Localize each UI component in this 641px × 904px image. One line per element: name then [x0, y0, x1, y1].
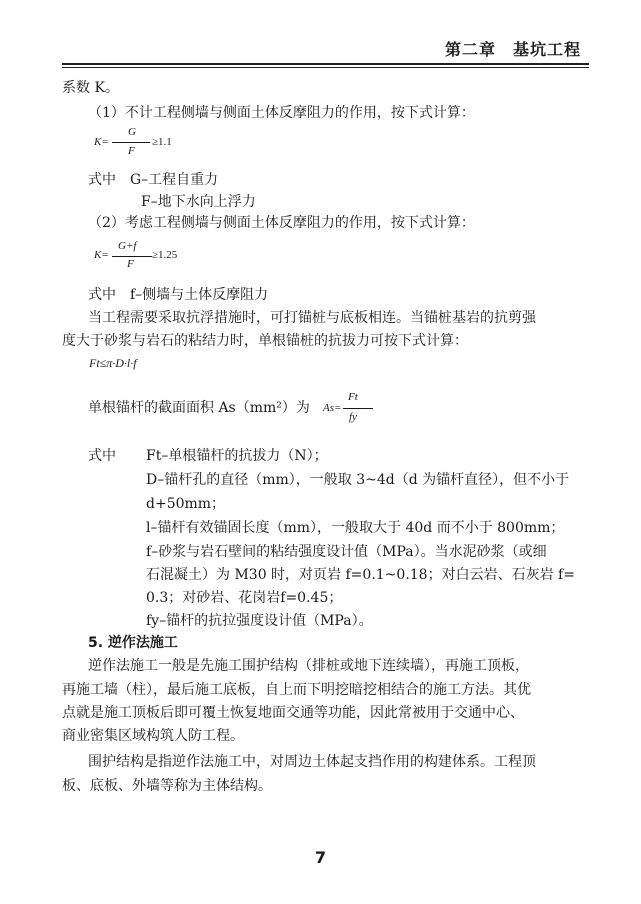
text-line-23: 围护结构是指逆作法施工中，对周边土体起支挡作用的构建体系。工程顶	[88, 754, 536, 770]
text-line-15: 石混凝土）为 M30 时，对页岩 f=0.1~0.18；对白云岩、石灰岩 f=	[146, 567, 575, 583]
formula-3: Ft≤π·D·l·f	[89, 356, 137, 370]
text-line-5: （2）考虑工程侧墙与侧面土体反摩阻力的作用，按下式计算：	[88, 215, 475, 231]
text-line-21: 点就是施工顶板后即可覆土恢复地面交通等功能，因此常被用于交通中心、	[62, 705, 524, 721]
page-number: 7	[314, 848, 327, 867]
text-line-4: F–地下水向上浮力	[141, 194, 256, 210]
formula-4-denominator: fy	[349, 411, 357, 423]
text-line-10: Ft–单根锚杆的抗拔力（N）；	[146, 448, 328, 464]
text-line-11: D–锚杆孔的直径（mm），一般取 3~4d（d 为锚杆直径），但不小于	[146, 472, 570, 488]
header-rule	[62, 63, 589, 65]
formula-1-denominator: F	[128, 145, 135, 157]
section-heading: 5. 逆作法施工	[88, 635, 178, 651]
formula-2-lhs: K=	[94, 249, 109, 261]
formula-2-denominator: F	[127, 258, 134, 270]
text-line-12: d+50mm；	[146, 496, 226, 512]
text-line-17: fy–锚杆的抗拉强度设计值（MPa）。	[146, 613, 373, 629]
text-line-13: l–锚杆有效锚固长度（mm），一般取大于 40d 而不小于 800mm；	[146, 520, 565, 536]
text-line-8: 度大于砂浆与岩石的粘结力时，单根锚桩的抗拔力可按下式计算：	[62, 333, 468, 349]
text-line-9: 单根锚杆的截面面积 As（mm²）为	[88, 400, 310, 416]
formula-1-lhs: K=	[94, 136, 109, 148]
text-line-19: 逆作法施工一般是先施工围护结构（排桩或地下连续墙），再施工顶板，	[88, 658, 529, 674]
text-line-24: 板、底板、外墙等称为主体结构。	[62, 778, 272, 794]
formula-2-rhs: ≥1.25	[152, 249, 178, 261]
text-line-1: 系数 K。	[62, 80, 119, 96]
text-line-2: （1）不计工程侧墙与侧面土体反摩阻力的作用，按下式计算：	[88, 105, 475, 121]
header-rule-thin	[62, 67, 589, 68]
formula-4-fraction-bar	[343, 408, 373, 409]
text-line-6: 式中 f–侧墙与土体反摩阻力	[88, 287, 269, 303]
formula-1-fraction-bar	[112, 142, 150, 143]
text-line-20: 再施工墙（柱），最后施工底板，自上而下明挖暗挖相结合的施工方法。其优	[62, 682, 531, 698]
text-line-10-label: 式中	[88, 448, 116, 464]
chapter-header: 第二章 基坑工程	[444, 40, 581, 59]
formula-2-numerator: G+f	[118, 240, 137, 252]
formula-2-fraction-bar	[112, 256, 152, 257]
text-line-16: 0.3；对砂岩、花岗岩f=0.45；	[146, 590, 343, 606]
text-line-3: 式中 G–工程自重力	[88, 172, 219, 188]
formula-4-lhs: As=	[323, 402, 342, 414]
formula-1-numerator: G	[128, 126, 136, 138]
formula-1-rhs: ≥1.1	[152, 136, 172, 148]
text-line-7: 当工程需要采取抗浮措施时，可打锚桩与底板相连。当锚桩基岩的抗剪强	[88, 310, 536, 326]
text-line-14: f–砂浆与岩石壁间的粘结强度设计值（MPa）。当水泥砂浆（或细	[146, 544, 547, 560]
text-line-22: 商业密集区域构筑人防工程。	[62, 728, 244, 744]
formula-4-numerator: Ft	[348, 391, 358, 403]
